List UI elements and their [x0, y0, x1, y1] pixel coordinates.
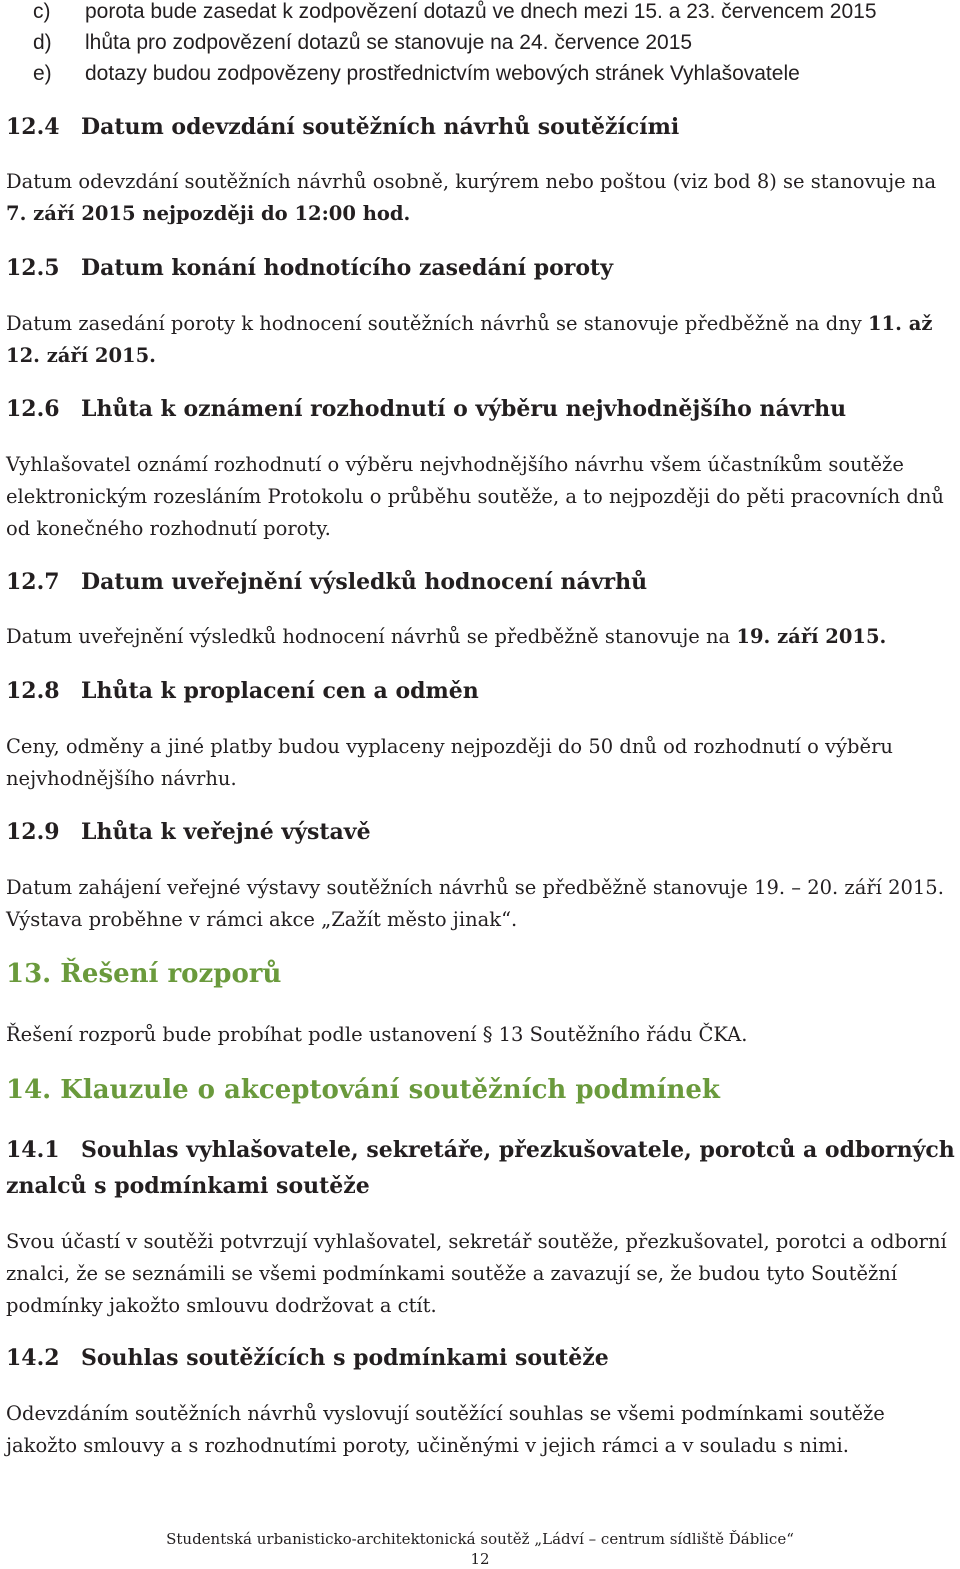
- section-number: 14.2: [6, 1345, 60, 1371]
- section-number: 12.6: [6, 396, 60, 422]
- section-title: Datum uveřejnění výsledků hodnocení návrhů: [81, 569, 648, 595]
- section-number: 12.5: [6, 255, 60, 281]
- section-heading-12-8: [6, 678, 906, 708]
- section-heading-12-6: [6, 396, 906, 426]
- chapter-heading-14: [6, 1075, 720, 1105]
- publication-date: 19. září 2015.: [736, 625, 887, 648]
- section-title: Lhůta k proplacení cen a odměn: [81, 678, 479, 704]
- paragraph-line: Řešení rozporů bude probíhat podle ustanovení § 13 Soutěžního řádu ČKA.: [6, 1023, 748, 1046]
- chapter-heading-13: [6, 959, 281, 989]
- list-text: lhůta pro zodpovězení dotazů se stanovuje na 24. července 2015: [85, 31, 693, 54]
- section-title: Lhůta k veřejné výstavě: [81, 819, 371, 845]
- date-range-end: 12. září 2015.: [6, 344, 156, 367]
- section-body-14-2: [6, 1398, 885, 1462]
- section-heading-12-9: [6, 819, 906, 849]
- paragraph-line: znalci, že se seznámili se všemi podmínkami soutěže a zavazují se, že budou tyto Soutěžní: [6, 1262, 898, 1285]
- paragraph-line: Datum zahájení veřejné výstavy soutěžních návrhů se předběžně stanovuje 19. – 20. září 2015.: [6, 876, 944, 899]
- section-heading-12-4: [6, 114, 906, 144]
- section-title: Datum konání hodnotícího zasedání poroty: [81, 255, 613, 281]
- date-range-start: 11. až: [867, 312, 933, 335]
- paragraph-line: od konečného rozhodnutí poroty.: [6, 517, 331, 540]
- paragraph-line: Svou účastí v soutěži potvrzují vyhlašovatel, sekretář soutěže, přezkušovatel, porotci a odborní: [6, 1230, 947, 1253]
- list-item: [33, 62, 933, 88]
- chapter-body-13: [6, 1019, 747, 1051]
- section-title-continued: znalců s podmínkami soutěže: [6, 1173, 370, 1199]
- section-number: 12.8: [6, 678, 60, 704]
- section-body-14-1: [6, 1226, 947, 1322]
- section-number: 12.9: [6, 819, 60, 845]
- section-body-12-6: [6, 449, 944, 545]
- paragraph-line: Vyhlašovatel oznámí rozhodnutí o výběru nejvhodnějšího návrhu všem účastníkům soutěže: [6, 453, 904, 476]
- section-body-12-7: [6, 621, 886, 653]
- list-text: dotazy budou zodpovězeny prostřednictvím webových stránek Vyhlašovatele: [85, 62, 800, 85]
- paragraph-line: [6, 621, 886, 653]
- section-number: 12.7: [6, 569, 60, 595]
- section-number: 14.1: [6, 1137, 60, 1163]
- section-heading-12-7: [6, 569, 906, 599]
- page-footer: [0, 1530, 960, 1568]
- paragraph-line: Ceny, odměny a jiné platby budou vyplaceny nejpozději do 50 dnů od rozhodnutí o výběru: [6, 735, 893, 758]
- section-body-12-9: [6, 872, 944, 936]
- paragraph-line: podmínky jakožto smlouvu dodržovat a ctít.: [6, 1294, 437, 1317]
- list-item: [33, 0, 933, 26]
- section-title: Souhlas vyhlašovatele, sekretáře, přezkušovatele, porotců a odborných: [81, 1137, 955, 1163]
- paragraph-line: Výstava proběhne v rámci akce „Zažít město jinak“.: [6, 908, 518, 931]
- list-marker: e): [33, 62, 52, 85]
- deadline-date: 7. září 2015 nejpozději do 12:00 hod.: [6, 202, 411, 225]
- section-heading-14-1: [6, 1137, 955, 1207]
- section-title: Lhůta k oznámení rozhodnutí o výběru nejvhodnějšího návrhu: [81, 396, 847, 422]
- paragraph-line: elektronickým rozesláním Protokolu o průběhu soutěže, a to nejpozději do pěti pracovních dnů: [6, 485, 944, 508]
- paragraph-line: [6, 308, 932, 340]
- section-heading-14-2: [6, 1345, 906, 1375]
- list-item: [33, 31, 933, 57]
- paragraph-line: nejvhodnějšího návrhu.: [6, 767, 237, 790]
- chapter-title: Klauzule o akceptování soutěžních podmínek: [60, 1075, 720, 1105]
- section-title: Datum odevzdání soutěžních návrhů soutěžícími: [81, 114, 680, 140]
- section-title: Souhlas soutěžících s podmínkami soutěže: [81, 1345, 609, 1371]
- section-body-12-4: [6, 166, 936, 230]
- paragraph-line: Odevzdáním soutěžních návrhů vyslovují soutěžící souhlas se všemi podmínkami soutěže: [6, 1402, 885, 1425]
- paragraph-text: Datum zasedání poroty k hodnocení soutěžních návrhů se stanovuje předběžně na dny: [6, 312, 868, 335]
- section-heading-12-5: [6, 255, 906, 285]
- chapter-number: 14.: [6, 1075, 52, 1105]
- section-number: 12.4: [6, 114, 60, 140]
- list-marker: d): [33, 31, 52, 54]
- paragraph-text: Datum uveřejnění výsledků hodnocení návrhů se předběžně stanovuje na: [6, 625, 737, 648]
- list-marker: c): [33, 0, 51, 23]
- footer-text: Studentská urbanisticko-architektonická soutěž „Ládví – centrum sídliště Ďáblice“: [166, 1530, 794, 1548]
- list-text: porota bude zasedat k zodpovězení dotazů ve dnech mezi 15. a 23. červencem 2015: [85, 0, 877, 23]
- section-body-12-8: [6, 731, 893, 795]
- chapter-number: 13.: [6, 959, 52, 989]
- paragraph-line: Datum odevzdání soutěžních návrhů osobně, kurýrem nebo poštou (viz bod 8) se stanovuje na: [6, 170, 937, 193]
- paragraph-line: jakožto smlouvy a s rozhodnutími poroty, učiněnými v jejich rámci a v souladu s nimi.: [6, 1434, 849, 1457]
- page-number: 12: [470, 1550, 490, 1568]
- chapter-title: Řešení rozporů: [60, 959, 282, 989]
- section-body-12-5: [6, 308, 932, 372]
